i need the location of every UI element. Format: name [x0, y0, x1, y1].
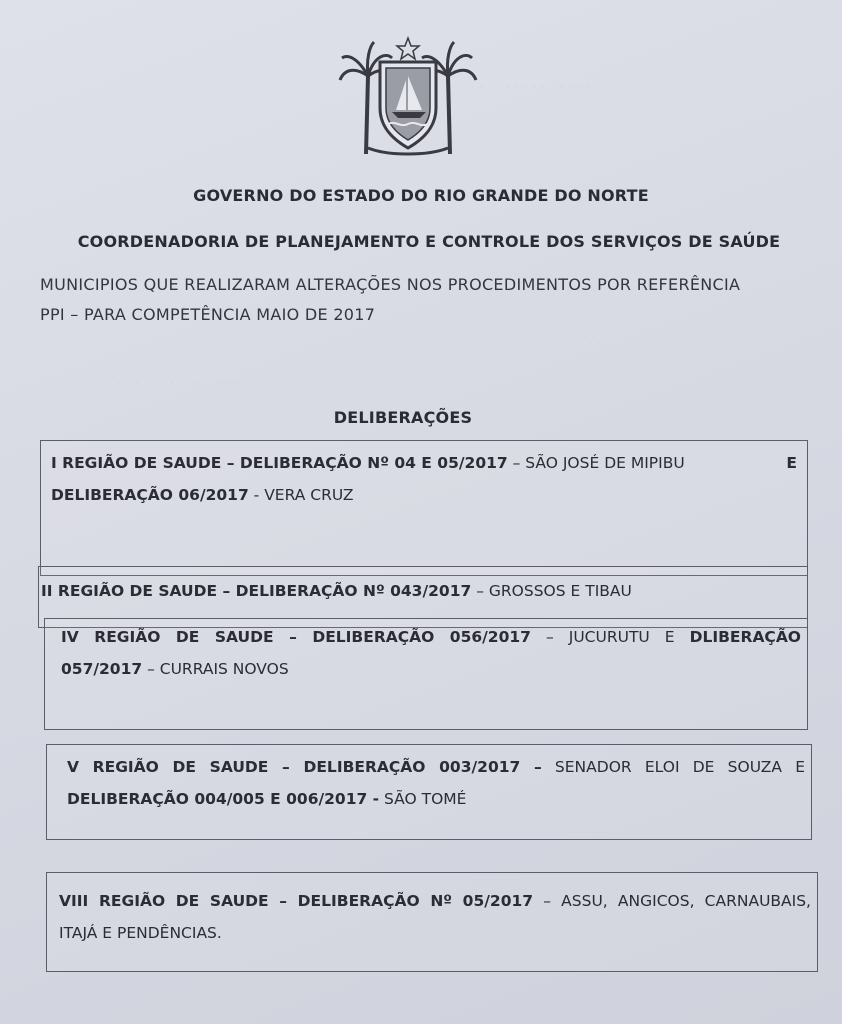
region-1-municipality: – SÃO JOSÉ DE MIPIBU — [507, 454, 685, 472]
region-1-municipality-2: - VERA CRUZ — [248, 486, 354, 504]
region-5-deliberation-2: DELIBERAÇÃO 004/005 E 006/2017 - — [67, 790, 380, 808]
government-heading: GOVERNO DO ESTADO DO RIO GRANDE DO NORTE — [193, 186, 649, 205]
region-2-municipalities: – GROSSOS E TIBAU — [471, 582, 632, 600]
section-title: DELIBERAÇÕES — [333, 408, 473, 427]
state-coat-of-arms-emblem — [338, 36, 478, 158]
region-4-municipality-2: – CURRAIS NOVOS — [142, 660, 289, 678]
region-4-deliberation: IV REGIÃO DE SAUDE – DELIBERAÇÃO 056/2017 — [61, 628, 531, 646]
region-4-municipality: – JUCURUTU E — [530, 628, 690, 646]
region-4-deliberation-2-label: DLIBERAÇÃO — [689, 628, 801, 646]
region-5-deliberation: V REGIÃO DE SAUDE – DELIBERAÇÃO 003/2017 – — [67, 758, 542, 776]
region-8-deliberation: VIII REGIÃO DE SAUDE – DELIBERAÇÃO Nº 05/2017 — [59, 892, 534, 910]
subtitle-line-1: MUNICIPIOS QUE REALIZARAM ALTERAÇÕES NOS PROCEDIMENTOS POR REFERÊNCIA — [40, 275, 741, 294]
region-5-municipality-2: SÃO TOMÉ — [379, 790, 467, 808]
region-8-municipalities-2: ITAJÁ E PENDÊNCIAS. — [59, 924, 222, 942]
coordination-heading: COORDENADORIA DE PLANEJAMENTO E CONTROLE DOS SERVIÇOS DE SAÚDE — [77, 232, 781, 251]
subtitle-line-2: PPI – PARA COMPETÊNCIA MAIO DE 2017 — [40, 305, 376, 324]
region-8-municipalities: – ASSU, ANGICOS, CARNAUBAIS, — [533, 892, 811, 910]
deliberation-box-region-5 — [46, 744, 812, 840]
document-page: · · · · · · · · · · · · · · · · · · · · · · · · · · · · · · · · · · · · · · · · · · · · · · · · · · · · · · · · · · · · · · · · · · · · · · · · · · · · · · · · · · · · · · · · · · · · · · · · · · · · · · · · · · · · · · · · · · · · · · · · · · · · · · · · · · · · · · · · · · · · · · · · · · · · · · · · · · · · · · · · · · · · · · · · · · · · · · · · · · · · · · · · · · · · · · · GOVERNO DO ESTADO DO RIO GRANDE DO NORTE COORDENADORIA DE PLANEJAMENTO E CONTROLE DOS SERVIÇOS DE SAÚDE MUNICIPIOS QUE REALIZARAM ALTERAÇÕES NOS PROCEDIMENTOS POR REFERÊNCIA PPI – PARA COMPETÊNCIA MAIO DE 2017 DELIBERAÇÕES I REGIÃO DE SAUDE – DELIBERAÇÃO Nº 04 E 05/2017 – SÃO JOSÉ DE MIPIBU E DELIBERAÇÃO 06/2017 - VERA CRUZ II REGIÃO DE SAUDE – DELIBERAÇÃO Nº 043/2017 – GROSSOS E TIBAU IV REGIÃO DE SAUDE – DELIBERAÇÃO 056/2017 – JUCURUTU E DLIBERAÇÃO 057/2017 – CURRAIS NOVOS V REGIÃO DE SAUDE – DELIBERAÇÃO 003/2017 – SENADOR ELOI DE SOUZA E DELIBERAÇÃO 004/005 E 006/2017 - SÃO TOMÉ VIII REGIÃO DE SAUDE – DELIBERAÇÃO Nº 05/2017 – ASSU, ANGICOS, CARNAUBAIS, ITAJÁ E PENDÊNCIAS. — [0, 0, 842, 1024]
region-5-municipality: SENADOR ELOI DE SOUZA E — [541, 758, 805, 776]
deliberation-box-region-1 — [40, 440, 808, 576]
region-1-connector: E — [786, 454, 797, 472]
region-2-deliberation: II REGIÃO DE SAUDE – DELIBERAÇÃO Nº 043/2017 — [41, 582, 472, 600]
deliberation-box-region-4 — [44, 618, 808, 730]
region-1-deliberation-2: DELIBERAÇÃO 06/2017 — [51, 486, 249, 504]
region-4-deliberation-2-number: 057/2017 — [61, 660, 143, 678]
deliberation-box-region-8 — [46, 872, 818, 972]
document-subtitle — [40, 270, 800, 330]
region-1-deliberation: I REGIÃO DE SAUDE – DELIBERAÇÃO Nº 04 E 05/2017 — [51, 454, 508, 472]
